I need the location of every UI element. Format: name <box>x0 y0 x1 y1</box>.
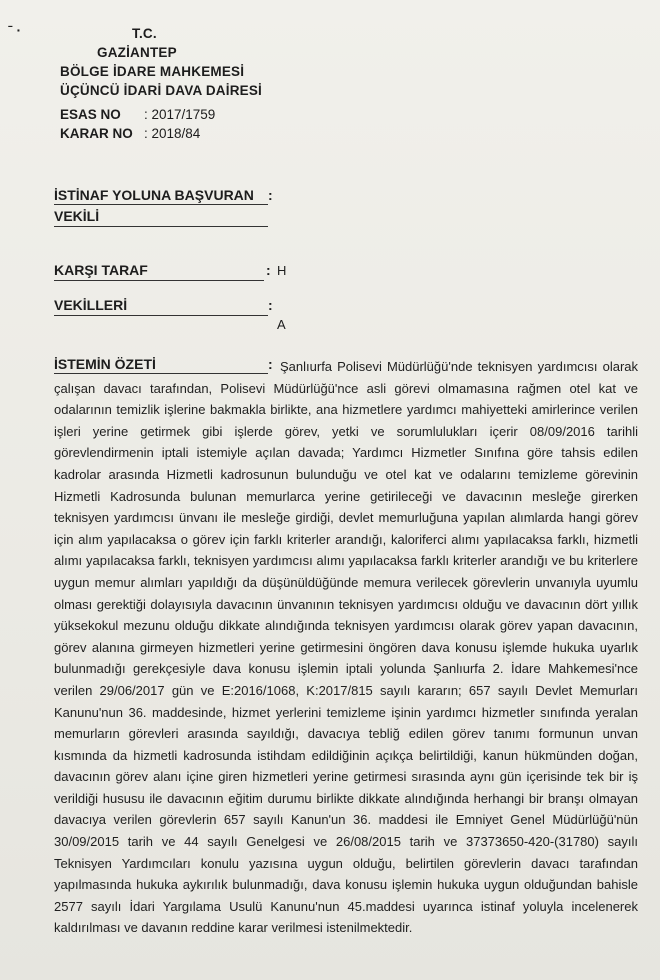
opponent-label: KARŞI TARAF <box>54 262 148 278</box>
summary-label: İSTEMİN ÖZETİ <box>54 356 156 372</box>
esas-no <box>60 107 215 122</box>
header-court: BÖLGE İDARE MAHKEMESİ <box>60 64 245 79</box>
opponent-colon: : <box>266 262 271 278</box>
applicant-label: İSTİNAF YOLUNA BAŞVURAN <box>54 187 254 203</box>
opponent-attorneys-colon: : <box>268 297 273 313</box>
applicant-attorney-label: VEKİLİ <box>54 208 100 224</box>
opponent-value: H <box>277 263 287 278</box>
corner-mark: ˉ · <box>8 22 22 38</box>
applicant-underline <box>54 204 268 205</box>
header-office: ÜÇÜNCÜ İDARİ DAVA DAİRESİ <box>60 83 263 98</box>
header-tc: T.C. <box>132 26 157 41</box>
applicant-colon: : <box>268 187 273 203</box>
summary-colon: : <box>268 356 273 372</box>
opponent-attorneys-label: VEKİLLERİ <box>54 297 128 313</box>
opponent-attorneys-underline <box>54 315 268 316</box>
esas-value: : 2017/1759 <box>144 107 216 122</box>
karar-no <box>60 126 200 141</box>
applicant-attorney-underline <box>54 226 268 227</box>
header-city: GAZİANTEP <box>97 45 177 60</box>
opponent-underline <box>54 280 264 281</box>
karar-value: : 2018/84 <box>144 126 201 141</box>
summary-text: Şanlıurfa Polisevi Müdürlüğü'nde teknisyen yardımcısı olarak çalışan davacı tarafından, Polisevi Müdürlüğü'nce asli görevi olmamasına rağmen otel kat ve odalarının temizlik işlerine bakmakla birlikte, ana hizmetlere yardımcı mahiyetteki amirlerince verilen işleri yerine getirmek gibi işlerde görev, yetki ve sorumlulukları içerir 08/09/2016 tarihli görevlendirmenin iptali istemiyle açılan davada; Yardımcı Hizmetler Sınıfına göre tahsis edilen kadrolar arasında Hizmetli kadrosunun bulunduğu ve otel kat ve odalarını temizleme görevinin Hizmetli Kadrosunda bulunan memurlarca yerine getirileceği ve davacının mesleğe girerken teknisyen yardımcısı ünvanı ile mesleğe girdiği, devlet memurluğuna yapılan alımlarda hangi görev için alım yapılacaksa o görev için farklı kriterler arandığı, kaloriferci alımı yapılacaksa farklı, hizmetli alımı yapılacaksa farklı, teknisyen yardımcısı alımı yapılacaksa farklı kriterler arandığı ve bu kriterlere uygun memur alımları yapıldığı da düşünüldüğünde memura verilecek görevlerin unvanıyla uyumlu olması gerektiği dolayısıyla davacının ünvanının teknisyen yardımcısı olduğu ve davacının dört yıllık yüksekokul mezunu olduğu dikkate alındığında teknisyen yardımcısı olarak görev yapan davacının, görev alanına girmeyen hizmetleri yerine getirmesini öngören dava konusu işlemde hukuka uyarlık bulunmadığı gerekçesiyle dava konusu işlemin iptali yolunda Şanlıurfa 2. İdare Mahkemesi'nce verilen 29/06/2017 gün ve E:2016/1068, K:2017/815 sayılı kararın; 657 sayılı Devlet Memurları Kanunu'nun 36. maddesinde, hizmet yerlerini temizleme işinin yardımcı hizmetler sınıfında yeralan memurların görevleri arasında sayıldığı, davacıya tebliğ edilen görev tanımı formunun unvan kısmında da hizmetli kadrosunda istihdam edildiğinin açıkça belirtildiği, kanun hükmünden doğan, davacının görev alanı içine giren hizmetleri yerine getirmesi sırasında aynı gün içerisinde tek bir iş verildiği hususu ile davacının eğitim durumu birlikte dikkate alındığında herhangi bir branşı olmayan davacıya verilen görevlerin 657 sayılı Kanun'un 36. maddesi ile Emniyet Genel Müdürlüğü'nün 30/09/2015 tarih ve 44 sayılı Genelgesi ve 26/08/2015 tarih ve 37373650-420-(31780) sayılı Teknisyen Yardımcıları konulu yazısına uygun olduğu, belirtilen görevlerin davacı tarafından yapılmasında hukuka aykırılık bulunmadığı, dava konusu işlemin hukuka uygun olduğundan bahisle 2577 sayılı İdari Yargılama Usulü Kanunu'nun 45.maddesi uyarınca istinaf yoluyla incelenerek kaldırılması ve davanın reddine karar verilmesi istenilmektedir. <box>54 359 638 936</box>
esas-label: ESAS NO <box>60 107 121 122</box>
opponent-attorneys-value: A <box>277 317 286 332</box>
summary-text-block <box>54 356 638 939</box>
karar-label: KARAR NO <box>60 126 133 141</box>
